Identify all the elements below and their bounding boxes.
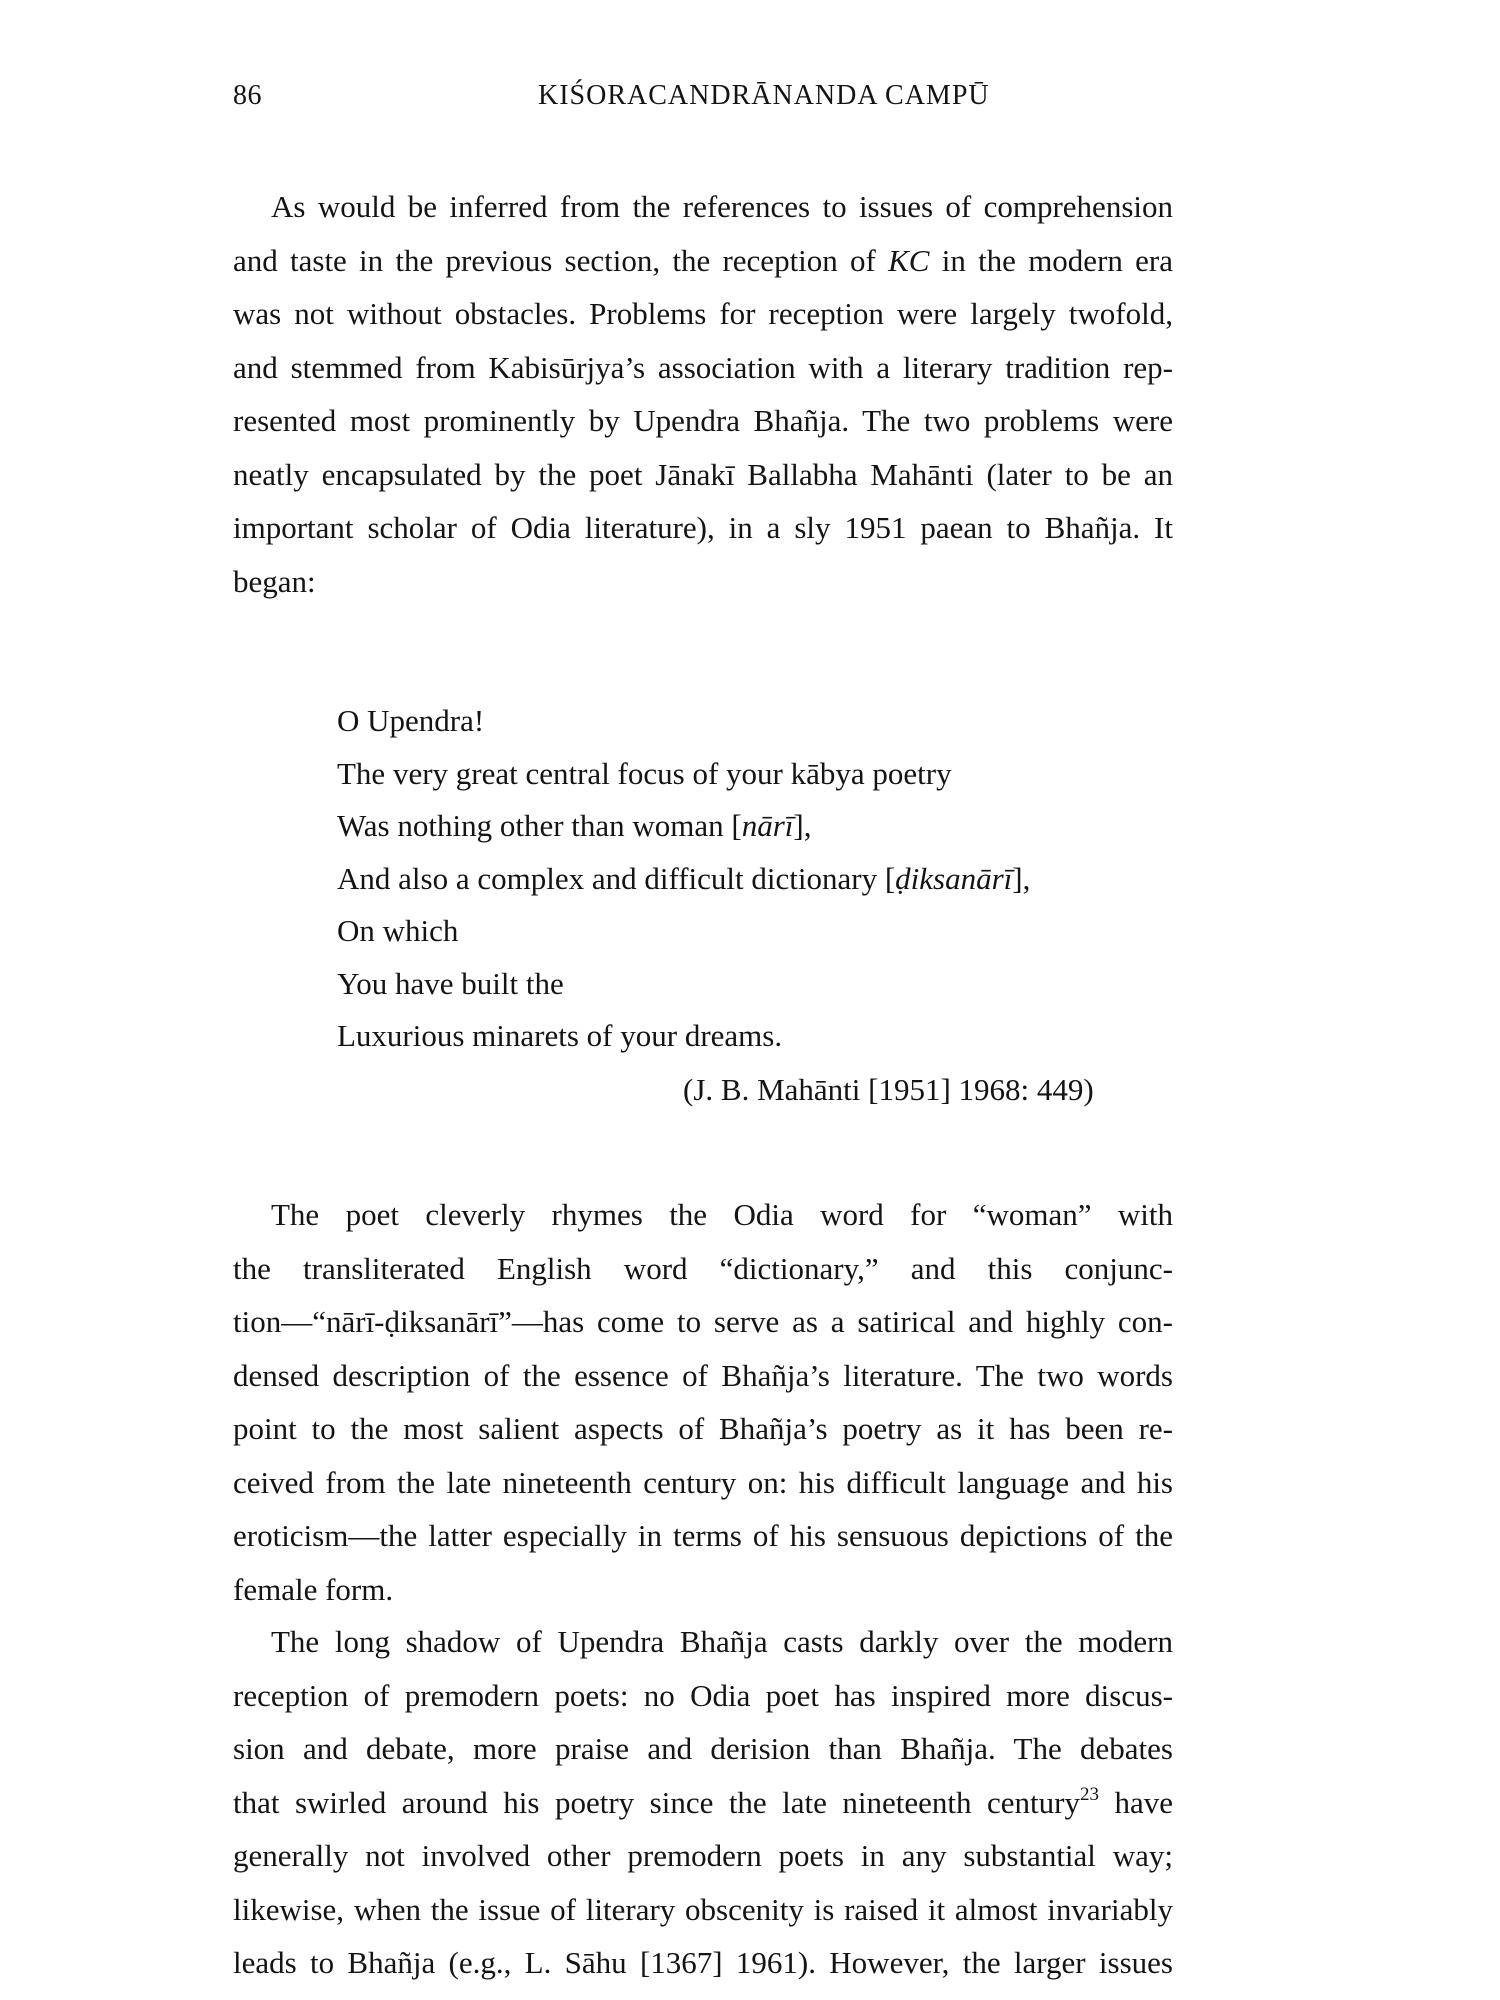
text-line: leads to Bhañja (e.g., L. Sāhu [1367] 1961). However, the larger issues [233,1945,1173,1980]
paragraph-long-shadow [233,1615,1173,1990]
poem-verse: You have built the [337,965,564,1001]
text-line: As would be inferred from the references to issues of comprehension [271,189,1173,224]
poem-block-quote [337,695,1030,1063]
paragraph-nari-diksanari [233,1188,1173,1616]
text-line: ceived from the late nineteenth century on: his difficult language and his [233,1464,1173,1500]
poem-verse: Was nothing other than woman [nārī], [337,808,812,843]
text-line: point to the most salient aspects of Bhañja’s poetry as it has been re- [233,1411,1173,1446]
paragraph-reception-obstacles [233,180,1173,608]
footnote-reference[interactable]: 23 [1079,1783,1099,1805]
text-line: tion—“nārī-ḍiksanārī”—has come to serve as a satirical and highly con- [233,1304,1173,1339]
text-line: and stemmed from Kabisūrjya’s association with a literary tradition rep- [233,349,1173,385]
poem-verse: Luxurious minarets of your dreams. [337,1018,783,1053]
text-line: reception of premodern poets: no Odia poet has inspired more discus- [233,1677,1173,1713]
poem-verse: The very great central focus of your kābya poetry [337,755,952,791]
text-line: sion and debate, more praise and derision than Bhañja. The debates [233,1731,1173,1766]
text-line: The long shadow of Upendra Bhañja casts darkly over the modern [271,1624,1173,1659]
text-line: generally not involved other premodern poets in any substantial way; [233,1838,1173,1873]
text-line: eroticism—the latter especially in terms of his sensuous depictions of the [233,1518,1173,1553]
text-line: neatly encapsulated by the poet Jānakī Ballabha Mahānti (later to be an [233,456,1173,492]
text-line: The poet cleverly rhymes the Odia word for “woman” with [271,1197,1173,1232]
text-line: was not without obstacles. Problems for reception were largely twofold, [233,296,1173,331]
running-head [233,80,1173,120]
text-line: female form. [233,1571,394,1607]
text-line: the transliterated English word “dictionary,” and this conjunc- [233,1250,1173,1286]
text-line: resented most prominently by Upendra Bhañja. The two problems were [233,403,1173,438]
running-head-title: KIŚORACANDRĀNANDA CAMPŪ [538,80,990,111]
page-number: 86 [233,80,262,111]
poem-verse: O Upendra! [337,703,485,738]
text-line: and taste in the previous section, the reception of KC in the modern era [233,242,1173,278]
text-line: likewise, when the issue of literary obscenity is raised it almost invariably [233,1891,1173,1927]
poem-citation: (J. B. Mahānti [1951] 1968: 449) [683,1072,1094,1107]
text-line: that swirled around his poetry since the late nineteenth century$^{23}$ have [233,1783,1173,1820]
italic-term: ḍiksanārī [895,860,1013,896]
poem-verse: On which [337,913,459,948]
text-line: important scholar of Odia literature), in a sly 1951 paean to Bhañja. It [233,510,1173,545]
italic-term: nārī [741,808,794,843]
text-line: densed description of the essence of Bhañja’s literature. The two words [233,1357,1173,1393]
poem-verse: And also a complex and difficult dictionary [ḍiksanārī], [337,860,1031,896]
italic-title-abbreviation: KC [888,242,930,278]
text-line: began: [233,563,316,599]
